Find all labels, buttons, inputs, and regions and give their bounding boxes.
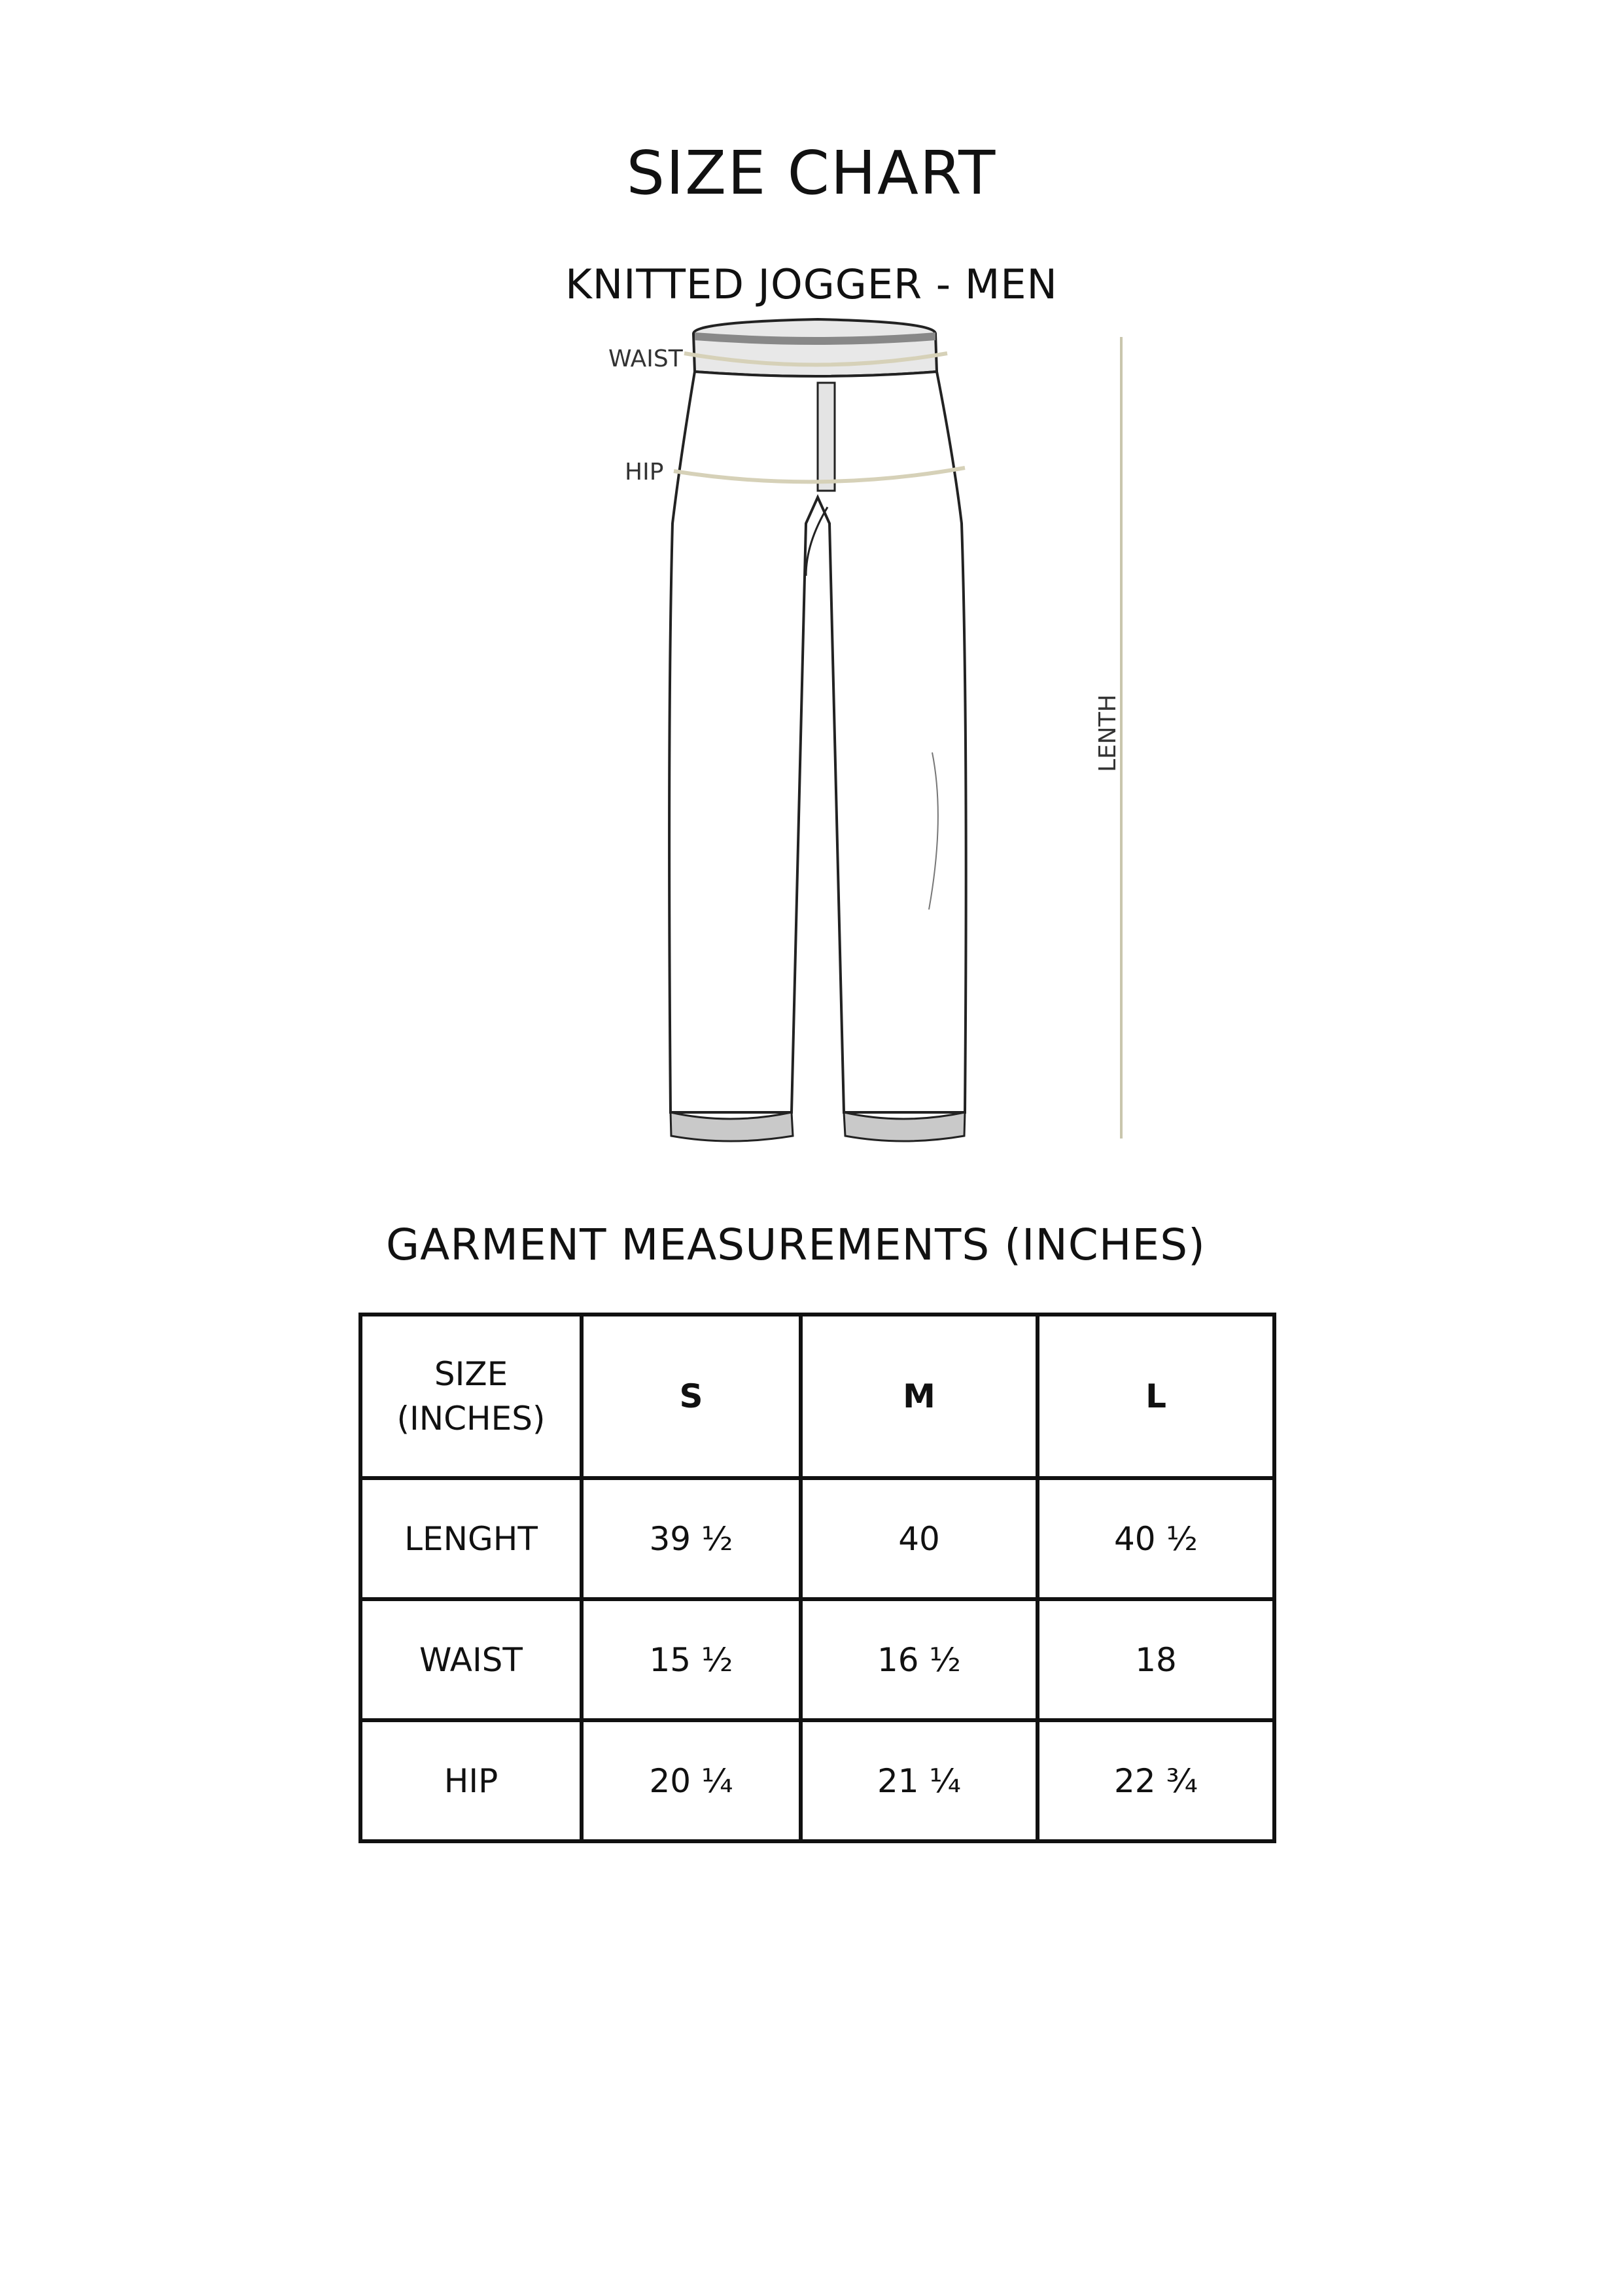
table-cell: 40 (801, 1478, 1038, 1599)
table-cell: 15 ½ (582, 1599, 801, 1720)
ankle-rib-left (671, 1112, 793, 1141)
row-label-length: LENGHT (360, 1478, 582, 1599)
waist-label: WAIST (608, 345, 683, 372)
corner-label-line2: (INCHES) (396, 1400, 546, 1438)
table-row (360, 1720, 1274, 1841)
column-header-l: L (1038, 1315, 1274, 1478)
table-header-row (360, 1315, 1274, 1478)
size-table (358, 1313, 1276, 1843)
table-cell: 20 ¼ (582, 1720, 801, 1841)
waistband-rib (693, 319, 937, 376)
table-row (360, 1478, 1274, 1599)
table-row (360, 1599, 1274, 1720)
corner-label-line1: SIZE (434, 1355, 508, 1393)
table-cell: 22 ¾ (1038, 1720, 1274, 1841)
table-cell: 16 ½ (801, 1599, 1038, 1720)
row-label-hip: HIP (360, 1720, 582, 1841)
length-label: LENTH (1094, 694, 1121, 772)
fly-placket (818, 383, 835, 491)
page-title: SIZE CHART (626, 138, 997, 208)
table-cell: 21 ¼ (801, 1720, 1038, 1841)
table-cell: 40 ½ (1038, 1478, 1274, 1599)
row-label-waist: WAIST (360, 1599, 582, 1720)
product-name: KNITTED JOGGER - MEN (565, 260, 1058, 308)
ankle-rib-right (844, 1112, 965, 1141)
hip-label: HIP (625, 459, 664, 486)
table-cell: 18 (1038, 1599, 1274, 1720)
table-corner-cell (360, 1315, 582, 1478)
column-header-s: S (582, 1315, 801, 1478)
column-header-m: M (801, 1315, 1038, 1478)
table-cell: 39 ½ (582, 1478, 801, 1599)
measurements-title: GARMENT MEASUREMENTS (INCHES) (386, 1220, 1206, 1270)
